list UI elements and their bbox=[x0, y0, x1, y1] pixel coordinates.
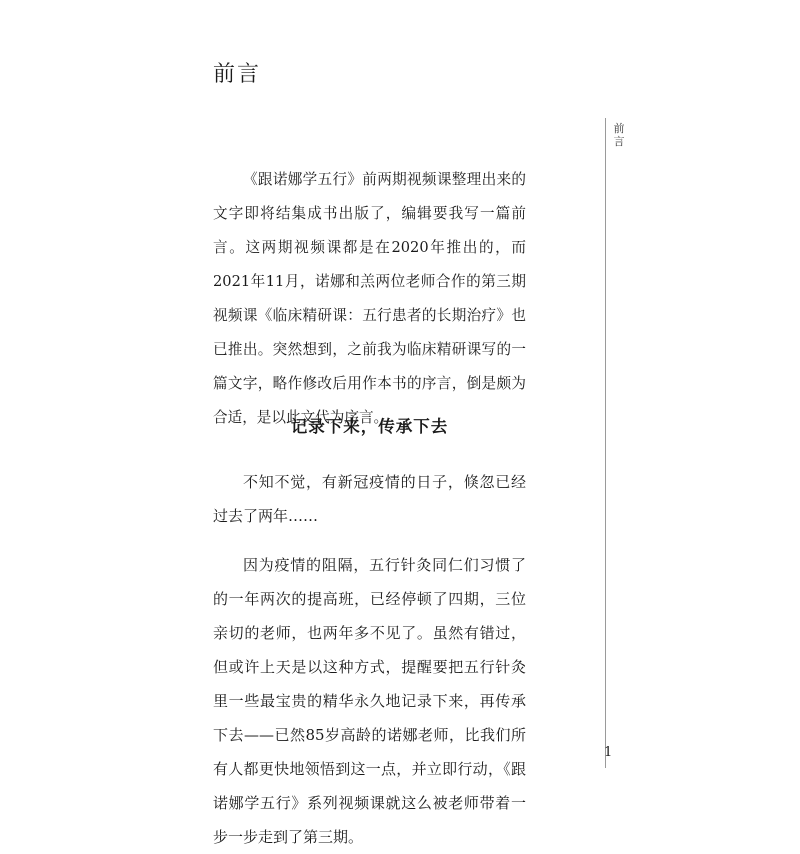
chapter-title: 前言 bbox=[213, 62, 262, 87]
intro-paragraph: 《跟诺娜学五行》前两期视频课整理出来的文字即将结集成书出版了，编辑要我写一篇前言。这两期视频课都是在2020年推出的，而2021年11月，诺娜和羔两位老师合作的第三期视频课《临床精研课：五行患者的长期治疗》也已推出。突然想到，之前我为临床精研课写的一篇文字，略作修改后用作本书的序言，倒是颇为合适，是以此文代为序言。 bbox=[213, 171, 526, 426]
body-paragraph: 因为疫情的阻隔，五行针灸同仁们习惯了的一年两次的提高班，已经停顿了四期，三位亲切的老师，也两年多不见了。虽然有错过，但或许上天是以这种方式，提醒要把五行针灸里一些最宝贵的精华永久地记录下来，再传承下去——已然85岁高龄的诺娜老师，比我们所有人都更快地领悟到这一点，并立即行动，《跟诺娜学五行》系列视频课就这么被老师带着一步一步走到了第三期。 bbox=[213, 556, 526, 846]
page-number: 1 bbox=[604, 745, 613, 760]
running-head: 前言 bbox=[613, 122, 625, 148]
margin-rule bbox=[605, 118, 606, 768]
section-heading: 记录下来，传承下去 bbox=[290, 417, 449, 436]
body-paragraph: 不知不觉，有新冠疫情的日子，倏忽已经过去了两年…… bbox=[213, 473, 526, 525]
